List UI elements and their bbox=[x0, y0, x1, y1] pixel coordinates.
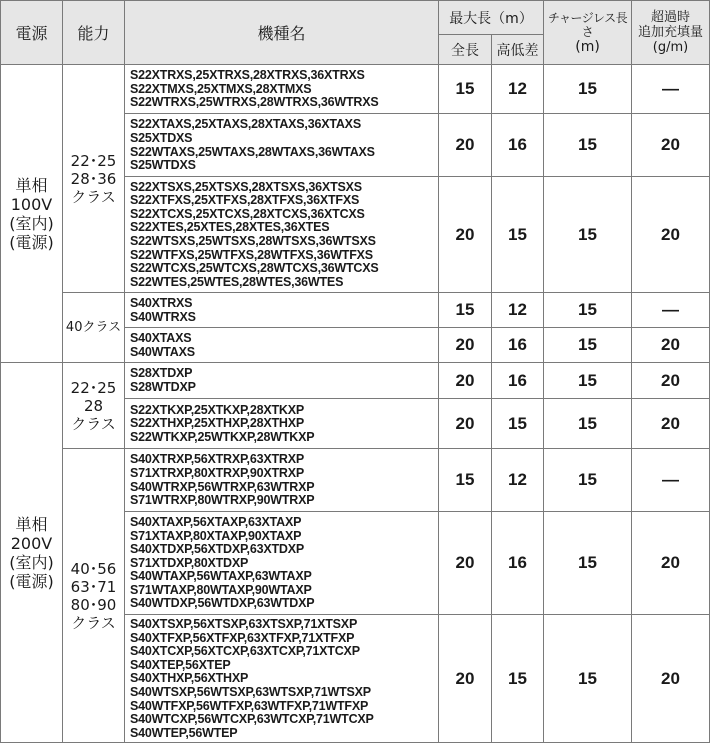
model-line: S22WTRXS,25WTRXS,28WTRXS,36WTRXS bbox=[130, 95, 379, 110]
model-line: S40XTEP,56XTEP bbox=[130, 657, 231, 672]
model-line: S25WTDXS bbox=[130, 158, 196, 173]
capacity-line: 40･56 bbox=[70, 559, 117, 578]
chargeless-value: 15 bbox=[544, 615, 632, 743]
total-length-value: 20 bbox=[439, 177, 492, 293]
model-line: S40WTAXP,56WTAXP,63WTAXP bbox=[130, 569, 312, 584]
height-diff-value: 15 bbox=[492, 399, 544, 449]
model-line: S22WTCXS,25WTCXS,28WTCXS,36WTCXS bbox=[130, 261, 379, 276]
chargeless-header-line1: チャージレス長さ bbox=[547, 10, 628, 39]
chargeless-value: 15 bbox=[544, 177, 632, 293]
total-length-value: 15 bbox=[439, 449, 492, 512]
capacity-cell bbox=[63, 363, 125, 449]
capacity-line: 28･36 bbox=[70, 169, 117, 188]
model-line: S40WTFXP,56WTFXP,63WTFXP,71WTFXP bbox=[130, 698, 369, 713]
capacity-cell bbox=[63, 293, 125, 363]
capacity-line: クラス bbox=[71, 187, 116, 206]
power-group-line: 単相 bbox=[15, 514, 48, 534]
height-diff-value: 12 bbox=[492, 449, 544, 512]
model-line: S22XTFXS,25XTFXS,28XTFXS,36XTFXS bbox=[130, 193, 360, 208]
model-line: S28WTDXP bbox=[130, 380, 196, 394]
power-group-line: (電源) bbox=[9, 571, 54, 591]
total-length-value: 20 bbox=[439, 512, 492, 615]
chargeless-value: 15 bbox=[544, 512, 632, 615]
model-line: S40XTFXP,56XTFXP,63XTFXP,71XTFXP bbox=[130, 630, 355, 645]
model-line: S22WTKXP,25WTKXP,28WTKXP bbox=[130, 429, 315, 444]
model-line: S40WTRXP,56WTRXP,63WTRXP bbox=[130, 479, 315, 494]
power-source-header: 電源 bbox=[1, 1, 63, 65]
height-diff-value: 15 bbox=[492, 177, 544, 293]
power-group-line: (電源) bbox=[9, 232, 54, 252]
model-line: S22WTFXS,25WTFXS,28WTFXS,36WTFXS bbox=[130, 247, 373, 262]
model-line: S40XTAXP,56XTAXP,63XTAXP bbox=[130, 514, 302, 529]
model-line: S22XTES,25XTES,28XTES,36XTES bbox=[130, 220, 330, 235]
model-line: S40XTRXS bbox=[130, 295, 193, 310]
total-length-value: 20 bbox=[439, 399, 492, 449]
extra-charge-value: 20 bbox=[632, 363, 710, 399]
model-line: S40XTSXP,56XTSXP,63XTSXP,71XTSXP bbox=[130, 617, 358, 631]
max-length-header: 最大長（m） bbox=[439, 1, 544, 35]
capacity-line: 80･90 bbox=[70, 595, 117, 614]
capacity-line: 63･71 bbox=[70, 577, 117, 596]
extra-charge-value: — bbox=[632, 293, 710, 328]
capacity-cell bbox=[63, 65, 125, 293]
model-line: S40XTHXP,56XTHXP bbox=[130, 671, 249, 686]
total-length-value: 20 bbox=[439, 114, 492, 177]
model-line: S40XTCXP,56XTCXP,63XTCXP,71XTCXP bbox=[130, 644, 360, 659]
model-list bbox=[125, 512, 439, 615]
model-line: S71XTDXP,80XTDXP bbox=[130, 555, 249, 570]
capacity-line: 28 bbox=[83, 396, 104, 415]
chargeless-value: 15 bbox=[544, 293, 632, 328]
table-row bbox=[1, 293, 710, 328]
capacity-line: 40クラス bbox=[65, 319, 122, 335]
model-line: S40WTRXS bbox=[130, 309, 196, 324]
model-list bbox=[125, 177, 439, 293]
table-row bbox=[1, 363, 710, 399]
model-line: S71XTRXP,80XTRXP,90XTRXP bbox=[130, 465, 304, 480]
extra-charge-value: 20 bbox=[632, 615, 710, 743]
model-line: S40WTEP,56WTEP bbox=[130, 725, 238, 740]
model-list bbox=[125, 399, 439, 449]
model-line: S40XTRXP,56XTRXP,63XTRXP bbox=[130, 452, 304, 467]
height-diff-value: 15 bbox=[492, 615, 544, 743]
power-group-line: 200V bbox=[10, 533, 53, 553]
model-line: S22XTKXP,25XTKXP,28XTKXP bbox=[130, 402, 304, 417]
extra-charge-value: 20 bbox=[632, 177, 710, 293]
total-length-value: 20 bbox=[439, 615, 492, 743]
total-length-header: 全長 bbox=[439, 35, 492, 65]
model-line: S28XTDXP bbox=[130, 366, 193, 381]
power-group-line: 単相 bbox=[15, 175, 48, 195]
model-line: S40XTAXS bbox=[130, 330, 192, 345]
extra-charge-value: — bbox=[632, 449, 710, 512]
height-diff-value: 12 bbox=[492, 65, 544, 114]
total-length-value: 20 bbox=[439, 328, 492, 363]
model-line: S40WTDXP,56WTDXP,63WTDXP bbox=[130, 596, 315, 611]
model-line: S22XTCXS,25XTCXS,28XTCXS,36XTCXS bbox=[130, 206, 365, 221]
model-line: S25XTDXS bbox=[130, 130, 193, 145]
model-line: S22WTES,25WTES,28WTES,36WTES bbox=[130, 274, 344, 289]
model-line: S40WTCXP,56WTCXP,63WTCXP,71WTCXP bbox=[130, 712, 374, 727]
model-list bbox=[125, 615, 439, 743]
height-diff-value: 16 bbox=[492, 114, 544, 177]
model-line: S40WTSXP,56WTSXP,63WTSXP,71WTSXP bbox=[130, 684, 371, 699]
model-name-header: 機種名 bbox=[125, 1, 439, 65]
height-diff-value: 16 bbox=[492, 363, 544, 399]
extra-charge-value: 20 bbox=[632, 114, 710, 177]
chargeless-value: 15 bbox=[544, 399, 632, 449]
total-length-value: 15 bbox=[439, 293, 492, 328]
model-list bbox=[125, 65, 439, 114]
chargeless-value: 15 bbox=[544, 363, 632, 399]
chargeless-length-header bbox=[544, 1, 632, 65]
extra-header-line1: 超過時 bbox=[651, 10, 691, 25]
capacity-cell bbox=[63, 449, 125, 743]
model-line: S22XTAXS,25XTAXS,28XTAXS,36XTAXS bbox=[130, 117, 361, 132]
model-line: S22XTSXS,25XTSXS,28XTSXS,36XTSXS bbox=[130, 179, 362, 194]
chargeless-header-line2: (m) bbox=[575, 38, 600, 55]
model-line: S40WTAXS bbox=[130, 344, 195, 359]
capacity-header: 能力 bbox=[63, 1, 125, 65]
total-length-value: 20 bbox=[439, 363, 492, 399]
height-diff-value: 16 bbox=[492, 328, 544, 363]
capacity-line: クラス bbox=[71, 613, 116, 632]
model-list bbox=[125, 363, 439, 399]
model-line: S22XTHXP,25XTHXP,28XTHXP bbox=[130, 416, 304, 431]
extra-charge-value: 20 bbox=[632, 399, 710, 449]
power-group-200v bbox=[1, 363, 63, 743]
height-diff-value: 16 bbox=[492, 512, 544, 615]
model-list bbox=[125, 293, 439, 328]
extra-charge-value: — bbox=[632, 65, 710, 114]
chargeless-value: 15 bbox=[544, 65, 632, 114]
model-line: S71XTAXP,80XTAXP,90XTAXP bbox=[130, 528, 302, 543]
model-line: S22WTAXS,25WTAXS,28WTAXS,36WTAXS bbox=[130, 144, 375, 159]
capacity-line: クラス bbox=[71, 414, 116, 433]
power-group-line: 100V bbox=[10, 194, 53, 214]
model-line: S71WTRXP,80WTRXP,90WTRXP bbox=[130, 493, 315, 508]
power-group-line: (室内) bbox=[9, 552, 54, 572]
model-line: S71WTAXP,80WTAXP,90WTAXP bbox=[130, 582, 312, 597]
extra-header-line2: 追加充填量 bbox=[638, 25, 704, 40]
table-row bbox=[1, 449, 710, 512]
extra-header-line3: (g/m) bbox=[652, 40, 689, 55]
model-line: S40XTDXP,56XTDXP,63XTDXP bbox=[130, 542, 304, 557]
model-line: S22XTMXS,25XTMXS,28XTMXS bbox=[130, 81, 312, 96]
power-group-100v bbox=[1, 65, 63, 363]
height-diff-value: 12 bbox=[492, 293, 544, 328]
total-length-value: 15 bbox=[439, 65, 492, 114]
power-group-line: (室内) bbox=[9, 213, 54, 233]
model-list bbox=[125, 328, 439, 363]
model-line: S22WTSXS,25WTSXS,28WTSXS,36WTSXS bbox=[130, 234, 376, 248]
chargeless-value: 15 bbox=[544, 449, 632, 512]
capacity-line: 22･25 bbox=[70, 151, 117, 170]
extra-charge-value: 20 bbox=[632, 512, 710, 615]
model-list bbox=[125, 114, 439, 177]
chargeless-value: 15 bbox=[544, 114, 632, 177]
model-list bbox=[125, 449, 439, 512]
extra-charge-header bbox=[632, 1, 710, 65]
capacity-line: 22･25 bbox=[70, 378, 117, 397]
chargeless-value: 15 bbox=[544, 328, 632, 363]
table-row bbox=[1, 65, 710, 114]
height-diff-header: 高低差 bbox=[492, 35, 544, 65]
model-line: S22XTRXS,25XTRXS,28XTRXS,36XTRXS bbox=[130, 68, 365, 83]
extra-charge-value: 20 bbox=[632, 328, 710, 363]
